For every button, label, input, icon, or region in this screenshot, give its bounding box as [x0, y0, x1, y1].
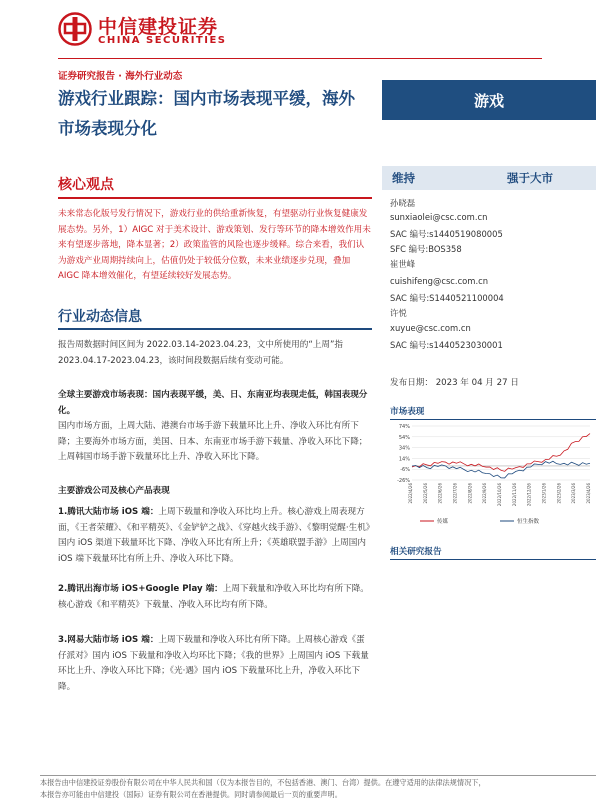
- core-heading: 核心观点: [58, 177, 114, 193]
- chart-x-tick-label: 2022/4/26: [408, 483, 413, 504]
- related-divider: [390, 559, 596, 560]
- core-divider: [58, 197, 372, 199]
- chart-legend-label: 恒生指数: [517, 519, 540, 525]
- report-title: 游戏行业跟踪：国内市场表现平缓，海外市场表现分化: [58, 89, 355, 138]
- chart-grid: [412, 426, 590, 480]
- chart-y-axis: [397, 424, 410, 484]
- publish-date: 发布日期： 2023 年 04 月 27 日: [390, 378, 519, 388]
- chart-series: [412, 434, 590, 478]
- footer-divider: [40, 775, 596, 776]
- chart-x-tick-label: 2022/9/26: [482, 483, 488, 504]
- company-item-title: 3.网易大陆市场 iOS 端：: [58, 635, 159, 645]
- analyst-sac: SAC 编号:s1440519080005: [390, 229, 503, 239]
- rating-value: 强于大市: [507, 171, 553, 185]
- analyst-email: xuyue@csc.com.cn: [390, 323, 471, 333]
- core-text: 未来常态化版号发行情况下，游戏行业的供给重新恢复，有望驱动行业恢复健康发展态势。另外，1）AIGC 对于美术设计、游戏策划、发行等环节的降本增效作用未来有望逐步落地，降本显著；2）政策监管的风险也逐步缓释。综合来看，我们认为游戏产业周期持续向上，估值仍处于较低分位数，未来业绩逐步兑现，叠加 AIGC 降本增效催化，有望延续较好发展态势。: [58, 209, 371, 282]
- global-market-summary: 全球主要游戏市场表现：国内表现平缓，美、日、东南亚均表现走低，韩国表现分化。: [58, 390, 368, 416]
- company-item-title: 2.腾讯出海市场 iOS+Google Play 端：: [58, 584, 223, 594]
- chart-x-tick-label: 2022/5/26: [422, 483, 428, 504]
- chart-x-tick-label: 2023/1/26: [541, 483, 547, 504]
- chart-y-tick-label: -26%: [397, 478, 410, 484]
- company-item-text: 上周下载量和净收入环比有所下降。上周核心游戏《蛋仔派对》国内 iOS 下载量和净收入均环比下降；《我的世界》上周国内 iOS 下载量环比上升、净收入环比下降；《光·遇》国内 iOS 下载量环比上升，净收入环比下降。: [58, 635, 369, 692]
- disclaimer-line: 本报告由中信建投证券股份有限公司在中华人民共和国（仅为本报告目的，不包括香港、澳门、台湾）提供。在遵守适用的法律法规情况下，: [40, 778, 486, 787]
- disclaimer-line: 本报告亦可能由中信建投（国际）证券有限公司在香港提供。同时请参阅最后一页的重要声明。: [40, 790, 342, 799]
- dynamics-intro: 报告周数据时间区间为 2022.03.14-2023.04.23，文中所使用的“上周”指 2023.04.17-2023.04.23，该时间段数据后续有变动可能。: [58, 340, 344, 366]
- rating-label: 维持: [392, 171, 415, 185]
- related-heading: 相关研究报告: [390, 547, 442, 557]
- chart-x-tick-label: 2022/10/26: [497, 483, 502, 507]
- sector-badge: 游戏: [382, 80, 596, 120]
- chart-x-axis: [408, 483, 591, 507]
- analyst-email: cuishifeng@csc.com.cn: [390, 276, 489, 286]
- chart-x-tick-label: 2022/8/26: [467, 483, 473, 504]
- chart-series-line: [412, 461, 590, 478]
- chart-legend-label: 传媒: [437, 519, 449, 525]
- company-logo-icon: [58, 12, 92, 46]
- dynamics-heading: 行业动态信息: [58, 309, 142, 325]
- companies-heading: 主要游戏公司及核心产品表现: [58, 486, 170, 496]
- market-chart: [390, 420, 596, 532]
- company-item: [58, 582, 372, 613]
- analyst-name: 许悦: [390, 308, 407, 318]
- chart-x-tick-label: 2022/12/26: [526, 483, 532, 507]
- chart-x-tick-label: 2022/11/26: [511, 483, 517, 507]
- company-item: [58, 633, 372, 695]
- dynamics-divider: [58, 328, 372, 330]
- chart-y-tick-label: -6%: [400, 467, 410, 474]
- analyst-sac: SAC 编号:s1440523030001: [390, 340, 503, 350]
- analyst-sac: SAC 编号:S1440521100004: [390, 293, 504, 303]
- analyst-email: sunxiaolei@csc.com.cn: [390, 212, 488, 222]
- chart-legend: [420, 517, 540, 525]
- report-type: 证券研究报告 · 海外行业动态: [58, 71, 183, 82]
- company-item-text: 上周下载量和净收入环比均有所下降。核心游戏《和平精英》下载量、净收入环比均有所下降。: [58, 584, 369, 610]
- header-divider: [58, 58, 542, 59]
- analyst-name: 崔世峰: [390, 259, 416, 269]
- company-name-en: CHINA SECURITIES: [98, 35, 227, 46]
- chart-y-tick-label: 14%: [398, 456, 410, 463]
- chart-y-tick-label: 54%: [398, 434, 410, 441]
- analyst-name: 孙晓磊: [390, 198, 416, 208]
- chart-x-tick-label: 2022/6/26: [437, 483, 443, 504]
- chart-x-tick-label: 2022/7/26: [452, 483, 458, 504]
- analyst-sfc: SFC 编号:BOS358: [390, 244, 462, 254]
- chart-x-tick-label: 2023/3/26: [571, 483, 577, 504]
- company-name-cn: 中信建投证券: [98, 16, 219, 38]
- chart-x-tick-label: 2023/2/26: [556, 483, 562, 504]
- company-item-title: 1.腾讯大陆市场 iOS 端：: [58, 507, 159, 517]
- market-heading: 市场表现: [390, 407, 425, 417]
- chart-y-tick-label: 34%: [398, 445, 410, 452]
- company-item: [58, 505, 372, 567]
- chart-series-line: [412, 434, 590, 472]
- company-item-text: 上周下载量和净收入环比均上升。核心游戏上周表现方面，《王者荣耀》、《和平精英》、《金铲铲之战》、《穿越火线手游》、《黎明觉醒·生机》国内 iOS 渠道下载量环比下降、净收入环比有所上升；《英雄联盟手游》上周国内 iOS 端下载量环比有所上升、净收入环比下降。: [58, 507, 371, 564]
- chart-x-tick-label: 2023/4/26: [586, 483, 591, 504]
- chart-y-tick-label: 74%: [398, 424, 410, 430]
- global-market-text: 国内市场方面，上周大陆、港澳台市场手游下载量环比上升、净收入环比有所下降；主要海外市场方面，美国、日本、东南亚市场手游下载量、净收入环比下降；上周韩国市场手游下载量环比上升、净收入环比下降。: [58, 421, 368, 463]
